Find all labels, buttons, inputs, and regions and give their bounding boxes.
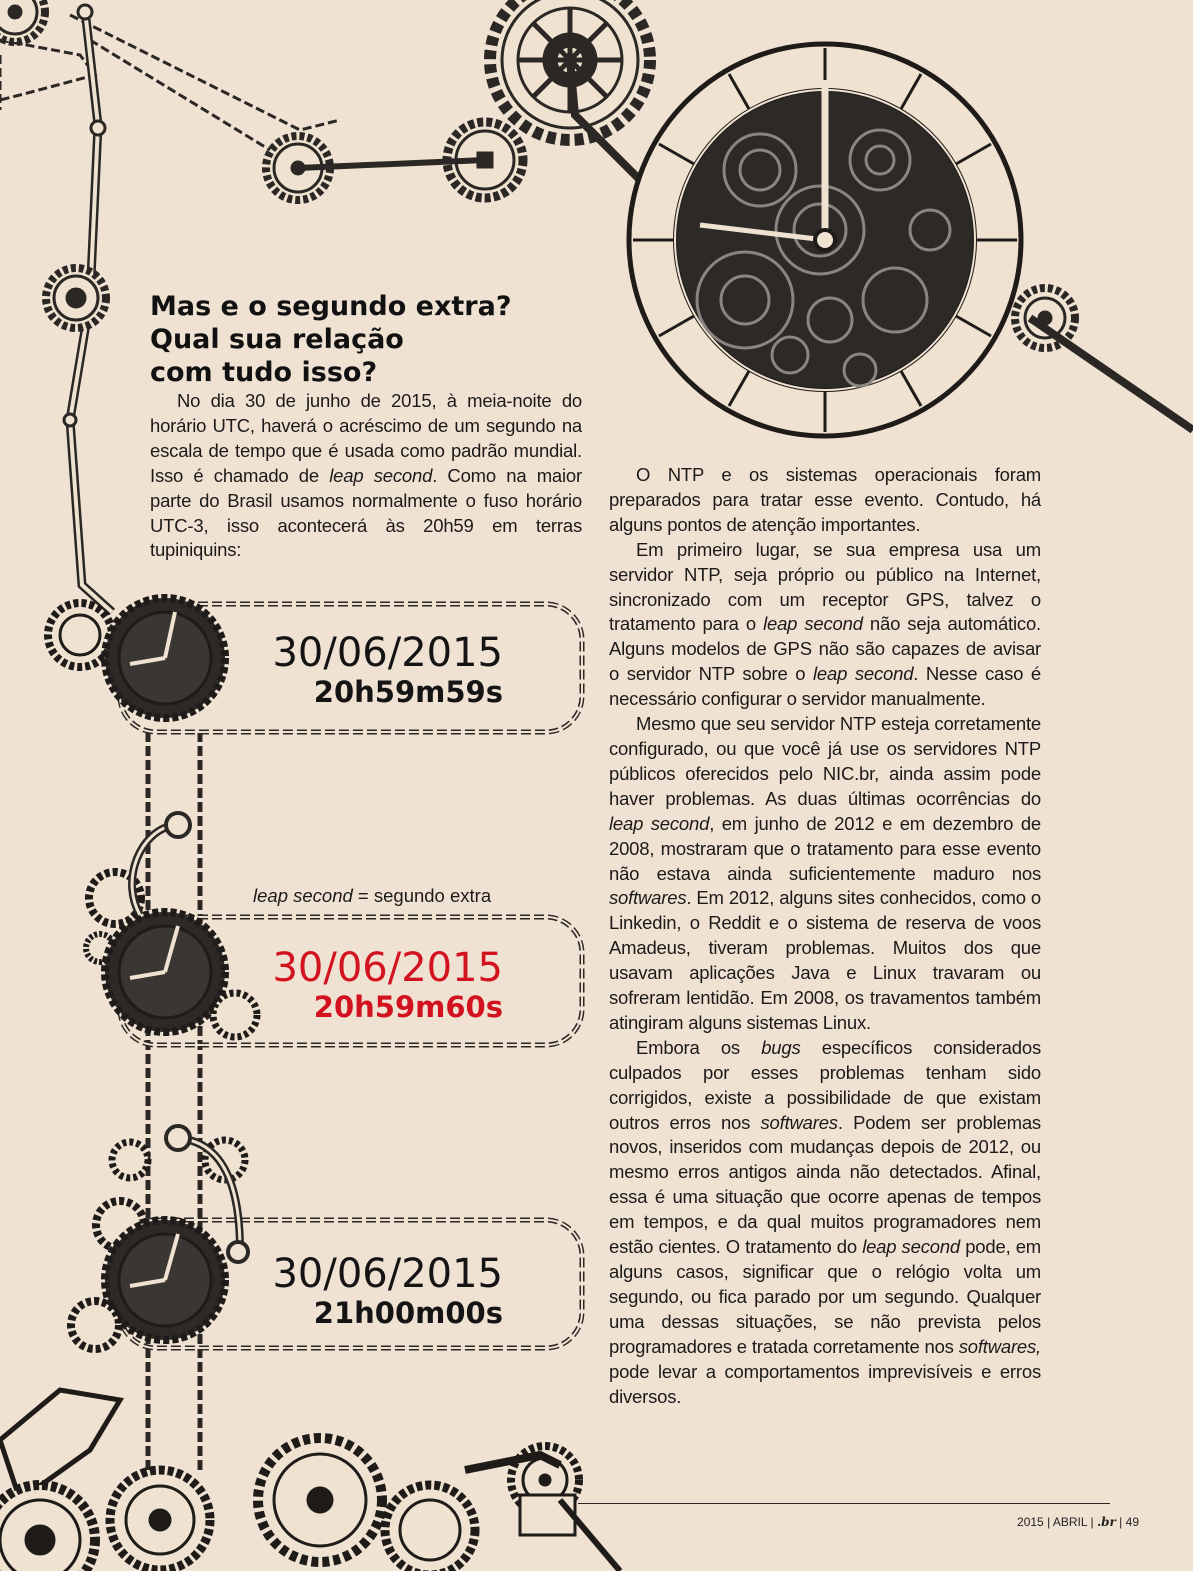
paragraph bbox=[609, 712, 1041, 1036]
timestamp-date: 30/06/2015 bbox=[272, 945, 503, 991]
italic-term: softwares bbox=[609, 887, 687, 909]
text-run: Mesmo que seu servidor NTP esteja corretamente configurado, ou que você já use os servidores NTP públicos oferecidos pelo NIC.br, ainda assim pode haver problemas. As duas últimas ocorrências do bbox=[609, 713, 1041, 809]
italic-term: leap second bbox=[329, 464, 433, 486]
timestamp-leap-second bbox=[272, 946, 503, 1024]
text-run: Embora os bbox=[636, 1036, 762, 1058]
left-text-column bbox=[150, 389, 582, 563]
italic-term: softwares, bbox=[958, 1335, 1041, 1357]
caption-definition: = segundo extra bbox=[352, 885, 492, 906]
heading-line-1: Mas e o segundo extra? bbox=[150, 291, 512, 322]
timestamp-time: 21h00m00s bbox=[313, 1296, 503, 1330]
text-run: No dia 30 de junho de 2015, à meia-noite do horário UTC, haverá o acréscimo de um segundo na escala de tempo que é usada como padrão mundial. Isso é chamado de bbox=[150, 390, 582, 486]
footer-year: 2015 bbox=[1017, 1515, 1044, 1529]
text-run: específicos considerados culpados por esses problemas tenham sido corrigidos, existe a possibilidade de que existam outros erros nos bbox=[609, 1036, 1041, 1133]
text-run: . Em 2012, alguns sites conhecidos, como o Linkedin, o Reddit e o sistema de reserva de voos Amadeus, tiveram problemas. Muitos dos que usavam aplicações Java e Linux travaram ou sofreram lentidão. Em 2008, os travamentos também atingiram alguns sistemas Linux. bbox=[609, 887, 1041, 1033]
paragraph bbox=[609, 538, 1041, 712]
paragraph bbox=[609, 1036, 1041, 1410]
footer-separator: | bbox=[1047, 1515, 1051, 1529]
text-run: . Nesse caso é necessário configurar o servidor manualmente. bbox=[609, 663, 1042, 710]
leap-second-caption bbox=[253, 884, 491, 908]
text-run: pode, em alguns casos, significar que o relógio volta um segundo, ou fica parado por um segundo. Qualquer uma dessas situações, se não prevista pelos programadores e tratada corretamente nos bbox=[609, 1236, 1041, 1357]
text-run: pode levar a comportamentos imprevisíveis e erros diversos. bbox=[609, 1360, 1041, 1407]
italic-term: leap second bbox=[813, 663, 914, 685]
text-run: não seja automático. Alguns modelos de GPS não são capazes de avisar o servidor NTP sobre o bbox=[609, 613, 1041, 685]
footer-separator: | bbox=[1119, 1515, 1123, 1529]
text-run: . Podem ser problemas novos, inseridos com mudanças depois de 2012, ou mesmo erros antigos ainda não detectados. Afinal, essa é uma situação que ocorre apenas de tempos em tempos, e da qual muitos programadores nem estão cientes. O tratamento do bbox=[609, 1111, 1041, 1258]
text-run: Em primeiro lugar, se sua empresa usa um servidor NTP, seja próprio ou público na Internet, sincronizado com um receptor GPS, talvez o tratamento para o bbox=[609, 538, 1041, 635]
caption-term: leap second bbox=[253, 885, 353, 906]
heading-line-2: Qual sua relação bbox=[150, 324, 404, 355]
text-run: , em junho de 2012 e em dezembro de 2008, mostraram que o tratamento para esse evento não estava ainda suficientemente maduro nos bbox=[609, 812, 1041, 884]
italic-term: leap second bbox=[862, 1236, 961, 1258]
timestamp-time: 20h59m59s bbox=[313, 675, 503, 709]
italic-term: leap second bbox=[763, 613, 863, 635]
right-text-column bbox=[609, 463, 1041, 1409]
italic-term: bugs bbox=[761, 1036, 801, 1058]
timestamp-date: 30/06/2015 bbox=[272, 1251, 503, 1297]
timestamp-time: 20h59m60s bbox=[313, 990, 503, 1024]
section-heading bbox=[150, 290, 590, 389]
heading-line-3: com tudo isso? bbox=[150, 357, 378, 388]
footer-month: ABRIL bbox=[1052, 1515, 1088, 1529]
italic-term: softwares bbox=[760, 1111, 838, 1133]
text-run: O NTP e os sistemas operacionais foram preparados para tratar esse evento. Contudo, há alguns pontos de atenção importantes. bbox=[609, 464, 1041, 535]
timestamp-date: 30/06/2015 bbox=[272, 630, 503, 676]
page-number: 49 bbox=[1125, 1515, 1139, 1529]
page-footer bbox=[1017, 1514, 1139, 1530]
timestamp-after bbox=[272, 1252, 503, 1330]
footer-separator: | bbox=[1090, 1515, 1094, 1529]
paragraph bbox=[150, 389, 582, 563]
timestamp-before bbox=[272, 631, 503, 709]
italic-term: leap second bbox=[609, 812, 710, 834]
text-run: . Como na maior parte do Brasil usamos normalmente o fuso horário UTC-3, isso acontecerá às 20h59 em terras tupiniquins: bbox=[150, 464, 582, 561]
footer-brand-logo: .br bbox=[1096, 1515, 1116, 1529]
footer-rule bbox=[578, 1503, 1110, 1504]
paragraph bbox=[609, 463, 1041, 538]
